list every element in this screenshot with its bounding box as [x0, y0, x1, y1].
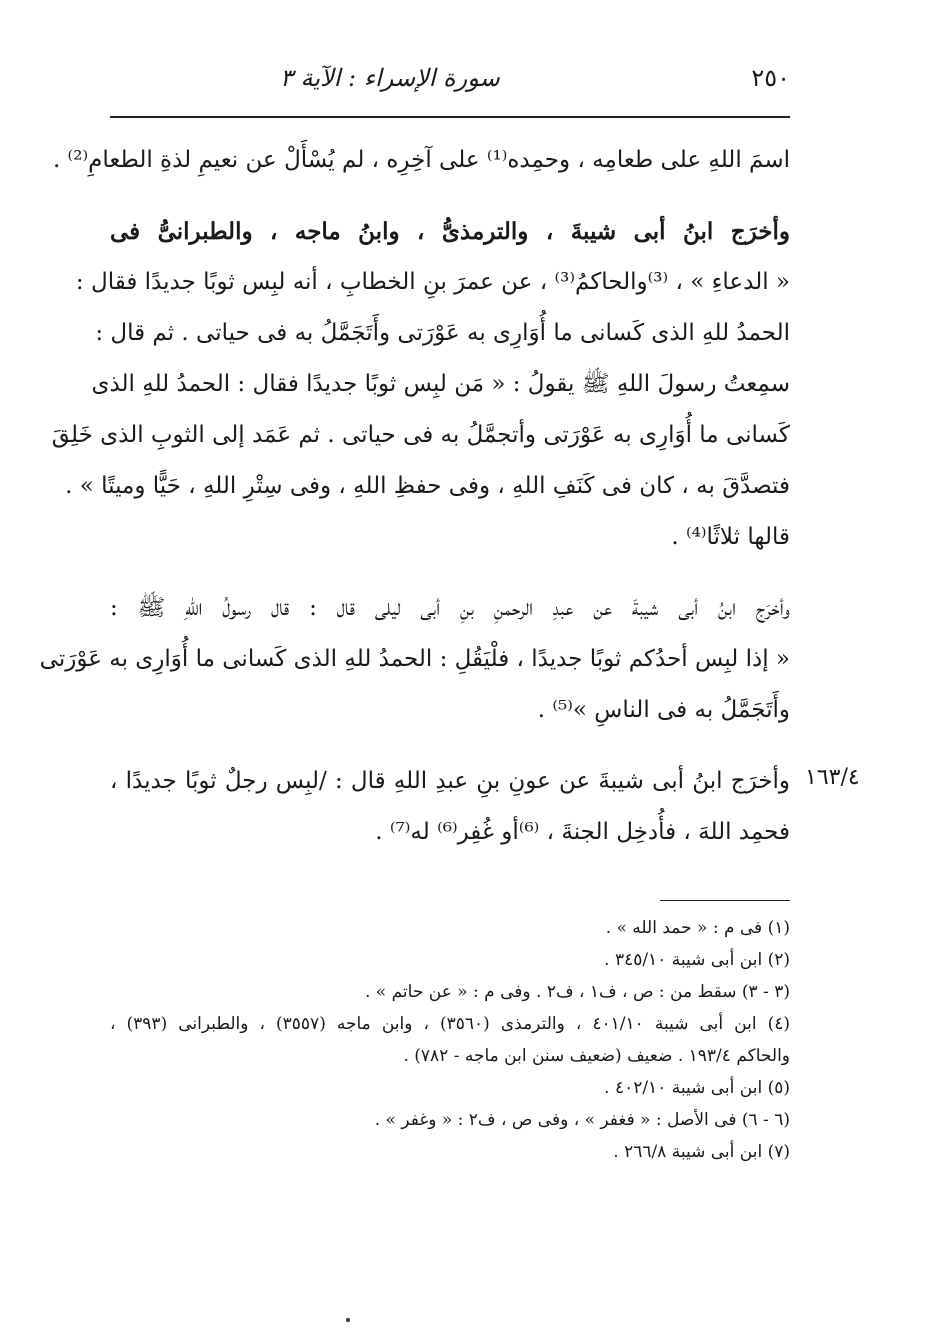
- footnote: (٦ - ٦) فى الأصل : « فغفر » ، وفى ص ، ف٢ : « وغفر » .: [374, 1110, 790, 1130]
- text-line: وأَتَجَمَّلُ به فى الناسِ »⁽⁵⁾ .: [537, 697, 790, 723]
- footnote: (٧) ابن أبى شيبة ٢٦٦/٨ .: [613, 1142, 790, 1162]
- text-line: « الدعاءِ » ، ⁽³⁾والحاكمُ⁽³⁾ ، عن عمرَ بنِ الخطابِ ، أنه لبِس ثوبًا جديدًا فقال :: [75, 269, 790, 295]
- header-rule: [110, 116, 790, 118]
- paragraph-start-line: وأخرَج ابنُ أبى شيبةَ ، والترمذىُّ ، وابنُ ماجه ، والطبرانىُّ فى: [110, 218, 790, 245]
- text-line: قالها ثلاثًا⁽⁴⁾ .: [671, 524, 790, 550]
- footnote: (١) فى م : « حمد الله » .: [605, 918, 790, 938]
- main-text: [39, 135, 790, 858]
- text-line: اسمَ اللهِ على طعامِه ، وحمِده⁽¹⁾ على آخِرِه ، لم يُسْأَلْ عن نعيمِ لذةِ الطعامِ⁽²⁾ .: [52, 147, 790, 173]
- text-line: الحمدُ للهِ الذى كَسانى ما أُوَارِى به عَوْرَتى وأَتَجَمَّلُ به فى حياتى . ثم قال :: [95, 320, 790, 346]
- margin-page-reference: ١٦٣/٤: [805, 765, 860, 790]
- text-line: فتصدَّقَ به ، كان فى كَنَفِ اللهِ ، وفى حفظِ اللهِ ، وفى سِتْرِ اللهِ ، حَيًّا وميتًا » .: [65, 473, 790, 499]
- footnote-separator: [660, 900, 790, 901]
- page-number: ٢٥٠: [751, 64, 790, 92]
- text-line: « إذا لبِس أحدُكم ثوبًا جديدًا ، فلْيَقُلِ : الحمدُ للهِ الذى كَسانى ما أُوَارِى به عَوْرَتى: [39, 646, 790, 672]
- footnote: (٥) ابن أبى شيبة ٤٠٢/١٠ .: [604, 1078, 790, 1098]
- footnote: (٣ - ٣) سقط من : ص ، ف١ ، ف٢ . وفى م : « عن حاتم » .: [365, 982, 790, 1002]
- text-line: سمِعتُ رسولَ اللهِ ﷺ يقولُ : « مَن لبِس ثوبًا جديدًا فقال : الحمدُ للهِ الذى: [91, 371, 790, 397]
- paragraph-start-line: وأخرَج ابنُ أبى شيبةَ عن عبدِ الرحمنِ بنِ أبى ليلى قال : قال رسولُ اللهِ ﷺ :: [110, 595, 790, 621]
- footnote: والحاكم ١٩٣/٤ . ضعيف (ضعيف سنن ابن ماجه - ٧٨٢) .: [403, 1046, 790, 1066]
- running-title: سورة الإسراء : الآية ٣: [280, 64, 500, 92]
- paragraph-start-line: وأخرَج ابنُ أبى شيبةَ عن عونِ بنِ عبدِ اللهِ قال : /لبِس رجلٌ ثوبًا جديدًا ،: [110, 768, 790, 794]
- footnote: (٢) ابن أبى شيبة ٣٤٥/١٠ .: [604, 950, 790, 970]
- page-header: [110, 60, 790, 100]
- footnote: (٤) ابن أبى شيبة ٤٠١/١٠ ، والترمذى (٣٥٦٠) ، وابن ماجه (٣٥٥٧) ، والطبرانى (٣٩٣) ،: [110, 1014, 791, 1034]
- scan-speck: [346, 1318, 350, 1322]
- text-line: كَسانى ما أُوَارِى به عَوْرَتى وأتجمَّلُ به فى حياتى . ثم عَمَد إلى الثوبِ الذى خَلِقَ: [51, 422, 790, 448]
- text-line: فحمِد اللهَ ، فأُدخِل الجنةَ ، ⁽⁶⁾أو غُفِر⁽⁶⁾ له⁽⁷⁾ .: [375, 819, 790, 845]
- footnotes: [110, 912, 790, 1168]
